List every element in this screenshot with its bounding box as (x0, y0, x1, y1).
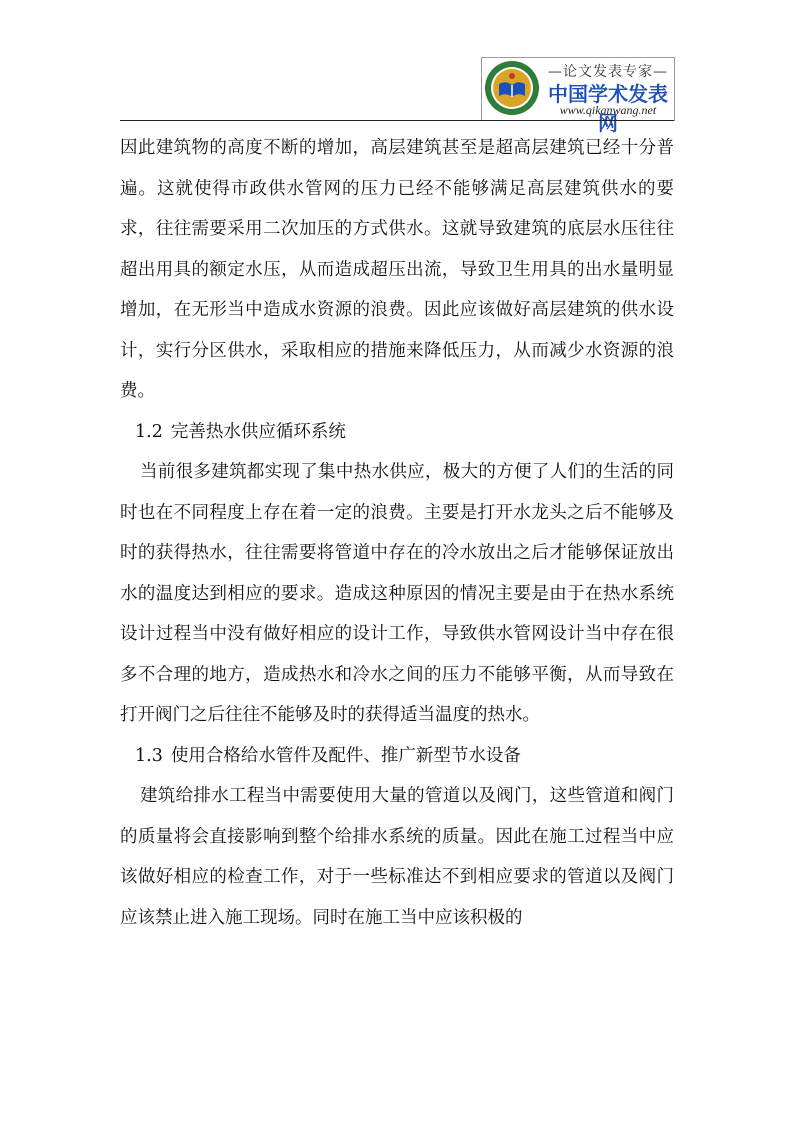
section-number: 1.3 (135, 745, 163, 766)
header-divider (120, 120, 674, 121)
section-number: 1.2 (135, 421, 163, 442)
section-heading-1-2 (120, 412, 674, 453)
paragraph-1: 因此建筑物的高度不断的增加，高层建筑甚至是超高层建筑已经十分普遍。这就使得市政供水管网的压力已经不能够满足高层建筑供水的要求，往往需要采用二次加压的方式供水。这就导致建筑的底层水压往往超出用具的额定水压，从而造成超压出流，导致卫生用具的出水量明显增加，在无形当中造成水资源的浪费。因此应该做好高层建筑的供水设计，实行分区供水，采取相应的措施来降低压力，从而减少水资源的浪费。 (120, 138, 674, 401)
logo-seal-icon (484, 60, 540, 116)
section-heading-1-3 (120, 736, 674, 777)
document-body (120, 128, 674, 938)
logo-brand-name: 中国学术发表网 (548, 82, 668, 135)
logo-url: www.qikanwang.net (559, 103, 657, 117)
logo-tagline: —论文发表专家— (548, 64, 668, 80)
section-title: 使用合格给水管件及配件、推广新型节水设备 (170, 745, 521, 766)
paragraph-3: 建筑给排水工程当中需要使用大量的管道以及阀门，这些管道和阀门的质量将会直接影响到整个给排水系统的质量。因此在施工过程当中应该做好相应的检查工作，对于一些标准达不到相应要求的管道以及阀门应该禁止进入施工现场。同时在施工当中应该积极的 (120, 786, 674, 928)
page-header (0, 0, 794, 135)
paragraph-2: 当前很多建筑都实现了集中热水供应，极大的方便了人们的生活的同时也在不同程度上存在着一定的浪费。主要是打开水龙头之后不能够及时的获得热水，往往需要将管道中存在的冷水放出之后才能够保证放出水的温度达到相应的要求。造成这种原因的情况主要是由于在热水系统设计过程当中没有做好相应的设计工作，导致供水管网设计当中存在很多不合理的地方，造成热水和冷水之间的压力不能够平衡，从而导致在打开阀门之后往往不能够及时的获得适当温度的热水。 (120, 462, 674, 725)
site-logo[interactable] (481, 57, 675, 135)
section-title: 完善热水供应循环系统 (170, 421, 346, 442)
